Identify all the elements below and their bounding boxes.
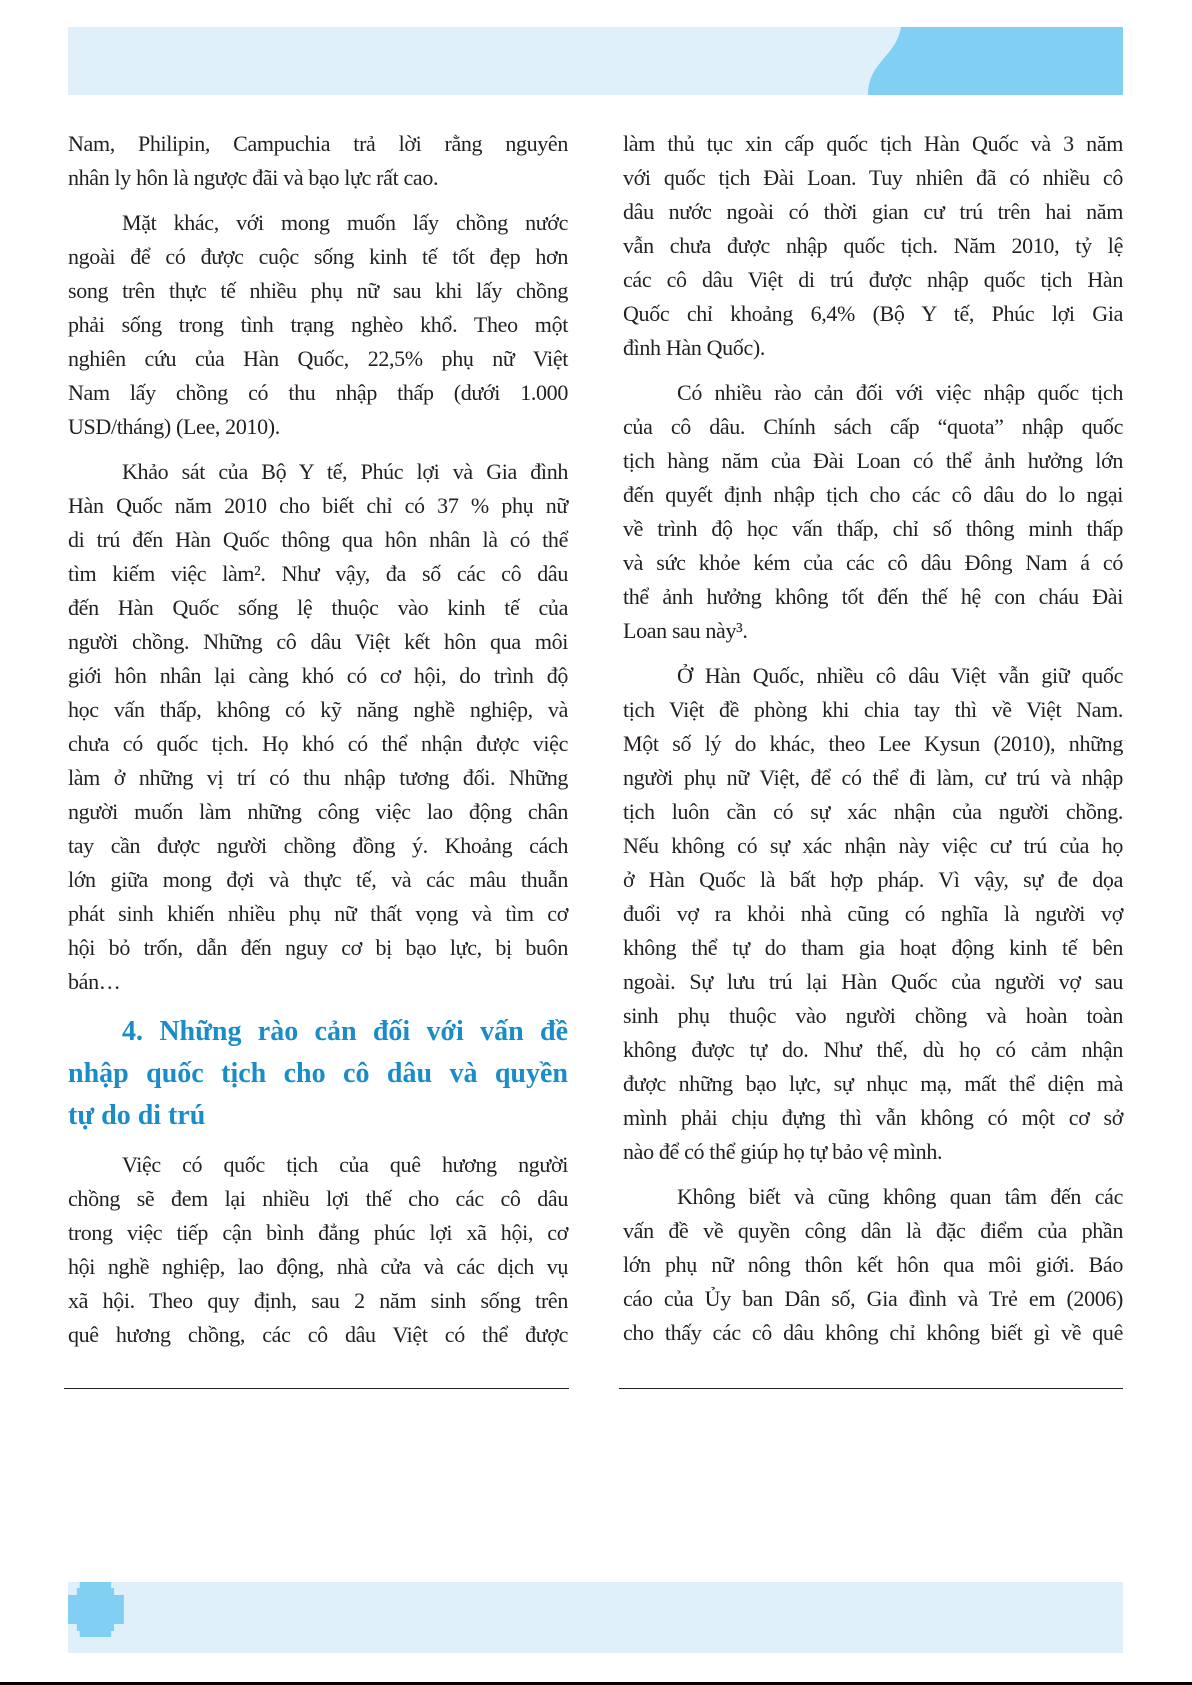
text-line: người muốn làm những công việc lao động chân [68,799,568,824]
text-line: Một số lý do khác, theo Lee Kysun (2010), những [623,731,1123,756]
text-line: không được tự do. Như thế, dù họ có cảm nhận [623,1037,1123,1062]
text-line: phải sống trong tình trạng nghèo khổ. Theo một [68,312,568,337]
text-line: Hàn Quốc năm 2010 cho biết chỉ có 37 % phụ nữ [68,493,568,518]
paragraph [623,127,1123,365]
text-line: song trên thực tế nhiều phụ nữ sau khi lấy chồng [68,278,568,303]
text-line: học vấn thấp, không có kỹ năng nghề nghiệp, và [68,697,568,722]
text-line: và sức khỏe kém của các cô dâu Đông Nam á có [623,550,1123,575]
header-band [68,27,1123,95]
text-line: di trú đến Hàn Quốc thông qua hôn nhân là có thể [68,527,568,552]
text-line: Không biết và cũng không quan tâm đến các [677,1184,1123,1209]
text-line: Có nhiều rào cản đối với việc nhập quốc tịch [677,380,1123,405]
text-line: đến quyết định nhập tịch cho các cô dâu do lo ngại [623,482,1123,507]
text-line: Khảo sát của Bộ Y tế, Phúc lợi và Gia đình [122,459,568,484]
text-line: mình phải chịu đựng thì vẫn không có một cơ sở [623,1105,1123,1130]
paragraph [68,1148,568,1352]
text-line: người phụ nữ Việt, để có thể đi làm, cư trú và nhập [623,765,1123,790]
paragraph [68,455,568,999]
paragraph [623,376,1123,648]
text-line: Nam, Philipin, Campuchia trả lời rằng nguyên [68,131,568,156]
text-line: Việc có quốc tịch của quê hương người [122,1152,568,1177]
text-line: các cô dâu Việt di trú được nhập quốc tịch Hàn [623,267,1123,292]
heading-line: nhập quốc tịch cho cô dâu và quyền [68,1058,568,1089]
text-line: cho thấy các cô dâu không chỉ không biết gì về quê [623,1320,1123,1345]
text-line: của cô dâu. Chính sách cấp “quota” nhập quốc [623,414,1123,439]
paragraph [623,659,1123,1169]
footer-band [68,1582,1123,1653]
left-footnote-rule [64,1388,569,1389]
text-line: vẫn chưa được nhập quốc tịch. Năm 2010, tỷ lệ [623,233,1123,258]
text-line: ngoài. Sự lưu trú lại Hàn Quốc của người vợ sau [623,969,1123,994]
text-line: được những bạo lực, sự nhục mạ, mất thể diện mà [623,1071,1123,1096]
right-footnote-rule [619,1388,1123,1389]
text-line: tìm kiếm việc làm². Như vậy, đa số các cô dâu [68,561,568,586]
text-line: Nếu không có sự xác nhận này việc cư trú của họ [623,833,1123,858]
text-line: đến Hàn Quốc sống lệ thuộc vào kinh tế của [68,595,568,620]
text-line: vấn đề về quyền công dân là đặc điểm của phần [623,1218,1123,1243]
text-line: chưa có quốc tịch. Họ khó có thể nhận được việc [68,731,568,756]
text-line: lớn giữa mong đợi và thực tế, và các mâu thuẫn [68,867,568,892]
text-line: bán… [68,969,121,994]
text-line: tịch luôn cần có sự xác nhận của người chồng. [623,799,1123,824]
paragraph [68,206,568,444]
text-line: giới hôn nhân lại càng khó có cơ hội, do trình độ [68,663,568,688]
heading-line: 4. Những rào cản đối với vấn đề [122,1016,568,1047]
text-line: phát sinh khiến nhiều phụ nữ thất vọng và tìm cơ [68,901,568,926]
paragraph [623,1180,1123,1350]
text-line: USD/tháng) (Lee, 2010). [68,414,280,439]
paragraph [68,127,568,195]
text-line: hội nghề nghiệp, lao động, nhà cửa và các dịch vụ [68,1254,568,1279]
text-line: cáo của Ủy ban Dân số, Gia đình và Trẻ em (2006) [623,1286,1123,1311]
text-line: đình Hàn Quốc). [623,335,765,360]
text-line: Mặt khác, với mong muốn lấy chồng nước [122,210,568,235]
text-line: dâu nước ngoài có thời gian cư trú trên hai năm [623,199,1123,224]
header-wave-decoration [68,27,1123,95]
left-column [68,127,568,1352]
text-line: trong việc tiếp cận bình đẳng phúc lợi xã hội, cơ [68,1220,568,1245]
text-line: lớn phụ nữ nông thôn kết hôn qua môi giới. Báo [623,1252,1123,1277]
text-line: Nam lấy chồng có thu nhập thấp (dưới 1.000 [68,380,568,405]
text-line: Quốc chỉ khoảng 6,4% (Bộ Y tế, Phúc lợi Gia [623,301,1123,326]
text-line: đuổi vợ ra khỏi nhà cũng có nghĩa là người vợ [623,901,1123,926]
right-column [623,127,1123,1350]
text-line: hội bỏ trốn, dẫn đến nguy cơ bị bạo lực, bị buôn [68,935,568,960]
text-line: làm thủ tục xin cấp quốc tịch Hàn Quốc và 3 năm [623,131,1123,156]
text-line: làm ở những vị trí có thu nhập tương đối. Những [68,765,568,790]
text-line: với quốc tịch Đài Loan. Tuy nhiên đã có nhiều cô [623,165,1123,190]
text-line: ở Hàn Quốc là bất hợp pháp. Vì vậy, sự đe dọa [623,867,1123,892]
text-line: người chồng. Những cô dâu Việt kết hôn qua môi [68,629,568,654]
text-line: nhân ly hôn là ngược đãi và bạo lực rất cao. [68,165,439,190]
page-number-badge [68,1582,124,1637]
text-line: nghiên cứu của Hàn Quốc, 22,5% phụ nữ Việt [68,346,568,371]
text-line: tịch hàng năm của Đài Loan có thể ảnh hưởng lớn [623,448,1123,473]
text-line: tịch Việt đề phòng khi chia tay thì về Việt Nam. [623,697,1123,722]
text-line: xã hội. Theo quy định, sau 2 năm sinh sống trên [68,1288,568,1313]
text-line: Loan sau này³. [623,618,748,643]
text-line: thể ảnh hưởng không tốt đến thế hệ con cháu Đài [623,584,1123,609]
text-line: về trình độ học vấn thấp, chỉ số thông minh thấp [623,516,1123,541]
text-line: chồng sẽ đem lại nhiều lợi thế cho các cô dâu [68,1186,568,1211]
text-line: Ở Hàn Quốc, nhiều cô dâu Việt vẫn giữ quốc [677,663,1123,688]
section-heading [68,1011,568,1137]
text-line: nào để có thể giúp họ tự bảo vệ mình. [623,1139,943,1164]
text-line: sinh phụ thuộc vào người chồng và hoàn toàn [623,1003,1123,1028]
text-line: quê hương chồng, các cô dâu Việt có thể được [68,1322,568,1347]
heading-line: tự do di trú [68,1100,206,1131]
text-line: ngoài để có được cuộc sống kinh tế tốt đẹp hơn [68,244,568,269]
text-line: tay cần được người chồng đồng ý. Khoảng cách [68,833,568,858]
text-line: không thể tự do tham gia hoạt động kinh tế bên [623,935,1123,960]
